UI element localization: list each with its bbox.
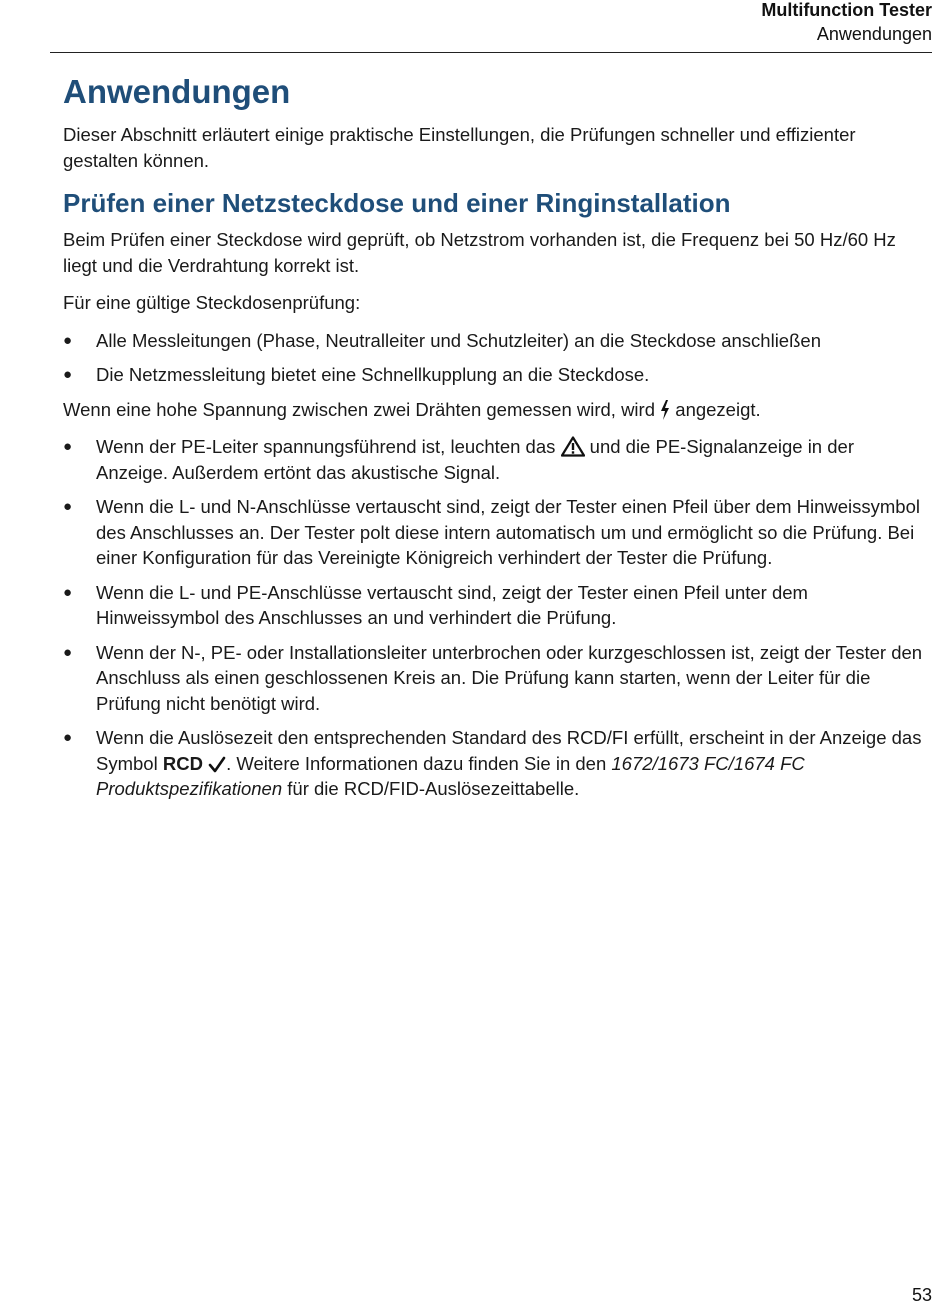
bullet-icon: ●	[63, 331, 73, 349]
product-spec-reference: 1672/1673 FC/1674 FC Produktspezifikationen	[96, 752, 805, 799]
list-item-text: Alle Messleitungen (Phase, Neutralleiter und Schutzleiter) an die Steckdose anschließen	[96, 329, 821, 351]
intro-paragraph: Dieser Abschnitt erläutert einige praktische Einstellungen, die Prüfungen schneller und effizienter gestalten können.	[63, 124, 856, 171]
bullet-icon: ●	[63, 366, 73, 383]
bullet-icon: ●	[63, 643, 73, 661]
list-item	[63, 434, 930, 485]
document-title: Multifunction Tester	[761, 0, 932, 20]
rcd-symbol-label: RCD	[162, 752, 203, 774]
list-item-text: Die Netzmessleitung bietet eine Schnellkupplung an die Steckdose.	[96, 364, 650, 385]
list-item	[63, 494, 930, 571]
warning-triangle-icon	[561, 436, 585, 457]
header-divider	[50, 52, 932, 53]
paragraph-socket-test: Beim Prüfen einer Steckdose wird geprüft, ob Netzstrom vorhanden ist, die Frequenz bei 50 Hz/60 Hz liegt und die Verdrahtung korrekt ist.	[63, 229, 896, 276]
bullet-icon: ●	[63, 583, 73, 601]
lightning-bolt-icon	[660, 400, 670, 420]
list-item	[63, 640, 930, 717]
list-item	[63, 328, 930, 354]
list-item	[63, 725, 930, 802]
paragraph-valid-test: Für eine gültige Steckdosenprüfung:	[63, 292, 361, 313]
document-section: Anwendungen	[816, 24, 932, 44]
list-item-text: Wenn die L- und N-Anschlüsse vertauscht sind, zeigt der Tester einen Pfeil über dem Hinweissymbol des Anschlusses an. Der Tester polt diese intern automatisch um und ermöglicht so die Prüfung. Bei einer Konfiguration für das Vereinigte Königreich verhindert der Tester die Prüfung.	[96, 496, 920, 568]
list-item-text: Wenn der N-, PE- oder Installationsleiter unterbrochen oder kurzgeschlossen ist, zeigt der Tester den Anschluss als einen geschlossenen Kreis an. Die Prüfung kann starten, wenn der Leiter für die Prüfung nicht benötigt wird.	[96, 641, 923, 714]
list-item-text: . Weitere Informationen dazu finden Sie in den	[226, 752, 607, 774]
list-item	[63, 580, 930, 631]
high-voltage-text-after: angezeigt.	[675, 398, 761, 420]
list-item-text: Wenn die L- und PE-Anschlüsse vertauscht sind, zeigt der Tester einen Pfeil unter dem Hinweissymbol des Anschlusses an und verhindert die Prüfung.	[96, 581, 808, 628]
list-item-text: und die PE-Signalanzeige in der Anzeige. Außerdem ertönt das akustische Signal.	[96, 436, 854, 483]
page-number: 53	[911, 1285, 932, 1305]
page-content	[63, 70, 930, 811]
bullet-icon: ●	[63, 498, 73, 515]
page-header	[761, 0, 932, 48]
list-item	[63, 362, 930, 388]
connection-list	[63, 328, 930, 388]
list-item-text: Wenn der PE-Leiter spannungsführend ist, leuchten das	[96, 436, 556, 457]
list-item-text: Wenn die Auslösezeit den entsprechenden Standard des RCD/FI erfüllt, erscheint in der Anzeige das Symbol	[96, 727, 922, 774]
paragraph-high-voltage	[63, 397, 930, 423]
bullet-icon: ●	[63, 729, 73, 746]
list-item-text: für die RCD/FID-Auslösezeittabelle.	[287, 778, 580, 799]
checkmark-icon	[208, 756, 226, 774]
high-voltage-text-before: Wenn eine hohe Spannung zwischen zwei Drähten gemessen wird, wird	[63, 398, 655, 420]
section-heading: Prüfen einer Netzsteckdose und einer Ringinstallation	[63, 188, 731, 218]
indicator-list	[63, 434, 930, 802]
bullet-icon: ●	[63, 438, 73, 455]
page-heading: Anwendungen	[63, 73, 291, 110]
